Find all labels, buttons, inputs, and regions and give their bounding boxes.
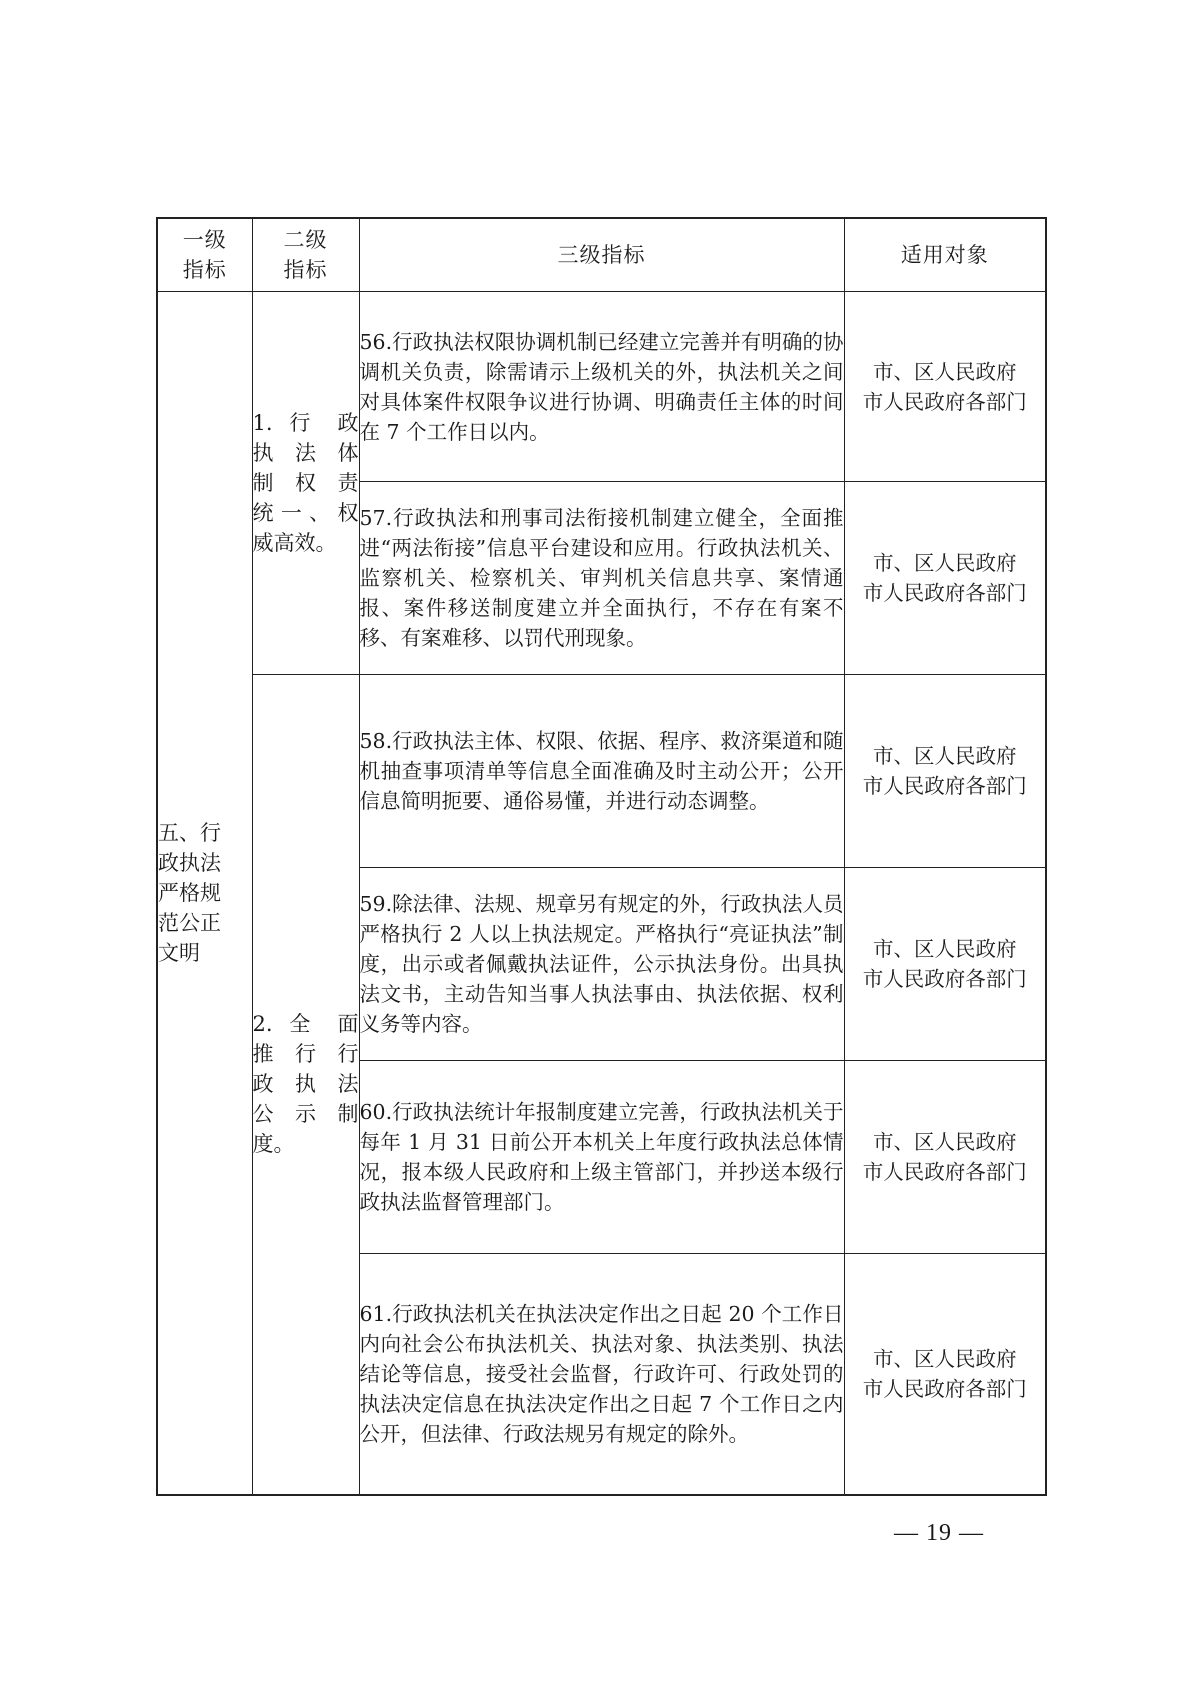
level1-line: 文明 bbox=[158, 940, 200, 965]
target-line: 市人民政府各部门 bbox=[862, 774, 1027, 798]
level1-line: 五、行 bbox=[158, 820, 221, 845]
target-line: 市人民政府各部门 bbox=[862, 1376, 1027, 1401]
level2-line: 度。 bbox=[252, 1132, 295, 1157]
indicator-table bbox=[156, 217, 1047, 1496]
target-line: 市、区人民政府 bbox=[873, 1346, 1017, 1371]
level3-indicator-57: 57.行政执法和刑事司法衔接机制建立健全，全面推进“两法衔接”信息平台建设和应用。行政执法机关、监察机关、检察机关、审判机关信息共享、案情通报、案件移送制度建立并全面执行，不存在有案不移、有案难移、以罚代刑现象。 bbox=[359, 482, 844, 675]
level2-indicator-2 bbox=[252, 675, 359, 1495]
table-header-row bbox=[157, 218, 1046, 292]
level1-indicator bbox=[157, 292, 252, 1495]
level3-indicator-58: 58.行政执法主体、权限、依据、程序、救济渠道和随机抽查事项清单等信息全面准确及时主动公开；公开信息简明扼要、通俗易懂，并进行动态调整。 bbox=[359, 675, 844, 868]
level2-line: 1. 行 政 bbox=[252, 411, 359, 435]
target-59 bbox=[844, 868, 1046, 1061]
target-61 bbox=[844, 1254, 1046, 1495]
level2-line: 公 示 制 bbox=[252, 1102, 359, 1127]
target-60 bbox=[844, 1061, 1046, 1254]
header-level2-line: 指标 bbox=[283, 258, 328, 282]
target-58 bbox=[844, 675, 1046, 868]
header-level2-line: 二级 bbox=[283, 228, 328, 252]
level2-line: 推 行 行 bbox=[252, 1042, 359, 1067]
level3-indicator-61: 61.行政执法机关在执法决定作出之日起 20 个工作日内向社会公布执法机关、执法对象、执法类别、执法结论等信息，接受社会监督，行政许可、行政处罚的执法决定信息在执法决定作出之日起 7 个工作日之内公开，但法律、行政法规另有规定的除外。 bbox=[359, 1254, 844, 1495]
header-level2 bbox=[252, 218, 359, 292]
level3-indicator-56: 56.行政执法权限协调机制已经建立完善并有明确的协调机关负责，除需请示上级机关的外，执法机关之间对具体案件权限争议进行协调、明确责任主体的时间在 7 个工作日以内。 bbox=[359, 292, 844, 482]
level2-line: 2. 全 面 bbox=[252, 1012, 359, 1037]
table-row bbox=[157, 675, 1046, 868]
header-level1-line: 一级 bbox=[182, 228, 227, 252]
target-line: 市人民政府各部门 bbox=[862, 1160, 1027, 1184]
target-line: 市人民政府各部门 bbox=[862, 967, 1027, 991]
target-57 bbox=[844, 482, 1046, 675]
level2-line: 威高效。 bbox=[252, 531, 337, 555]
table-row bbox=[157, 292, 1046, 482]
level3-indicator-59: 59.除法律、法规、规章另有规定的外，行政执法人员严格执行 2 人以上执法规定。严格执行“亮证执法”制度，出示或者佩戴执法证件，公示执法身份。出具执法文书，主动告知当事人执法事由、执法依据、权利义务等内容。 bbox=[359, 868, 844, 1061]
target-56 bbox=[844, 292, 1046, 482]
level2-line: 政 执 法 bbox=[252, 1072, 359, 1097]
target-line: 市、区人民政府 bbox=[873, 359, 1017, 384]
level2-line: 制 权 责 bbox=[252, 471, 359, 495]
level1-line: 严格规 bbox=[158, 880, 221, 905]
level2-indicator-1 bbox=[252, 292, 359, 675]
target-line: 市人民政府各部门 bbox=[862, 389, 1027, 414]
target-line: 市、区人民政府 bbox=[873, 551, 1017, 575]
target-line: 市、区人民政府 bbox=[873, 937, 1017, 961]
level2-line: 统一、权 bbox=[252, 501, 359, 525]
target-line: 市人民政府各部门 bbox=[862, 581, 1027, 605]
level1-line: 政执法 bbox=[158, 850, 221, 875]
header-target: 适用对象 bbox=[844, 218, 1046, 292]
header-level1 bbox=[157, 218, 252, 292]
page-number: — 19 — bbox=[894, 1520, 984, 1546]
target-line: 市、区人民政府 bbox=[873, 1130, 1017, 1154]
target-line: 市、区人民政府 bbox=[873, 744, 1017, 768]
level1-line: 范公正 bbox=[158, 910, 221, 935]
level2-line: 执 法 体 bbox=[252, 441, 359, 465]
level3-indicator-60: 60.行政执法统计年报制度建立完善，行政执法机关于每年 1 月 31 日前公开本机关上年度行政执法总体情况，报本级人民政府和上级主管部门，并抄送本级行政执法监督管理部门。 bbox=[359, 1061, 844, 1254]
header-level1-line: 指标 bbox=[182, 258, 227, 282]
header-level3: 三级指标 bbox=[359, 218, 844, 292]
